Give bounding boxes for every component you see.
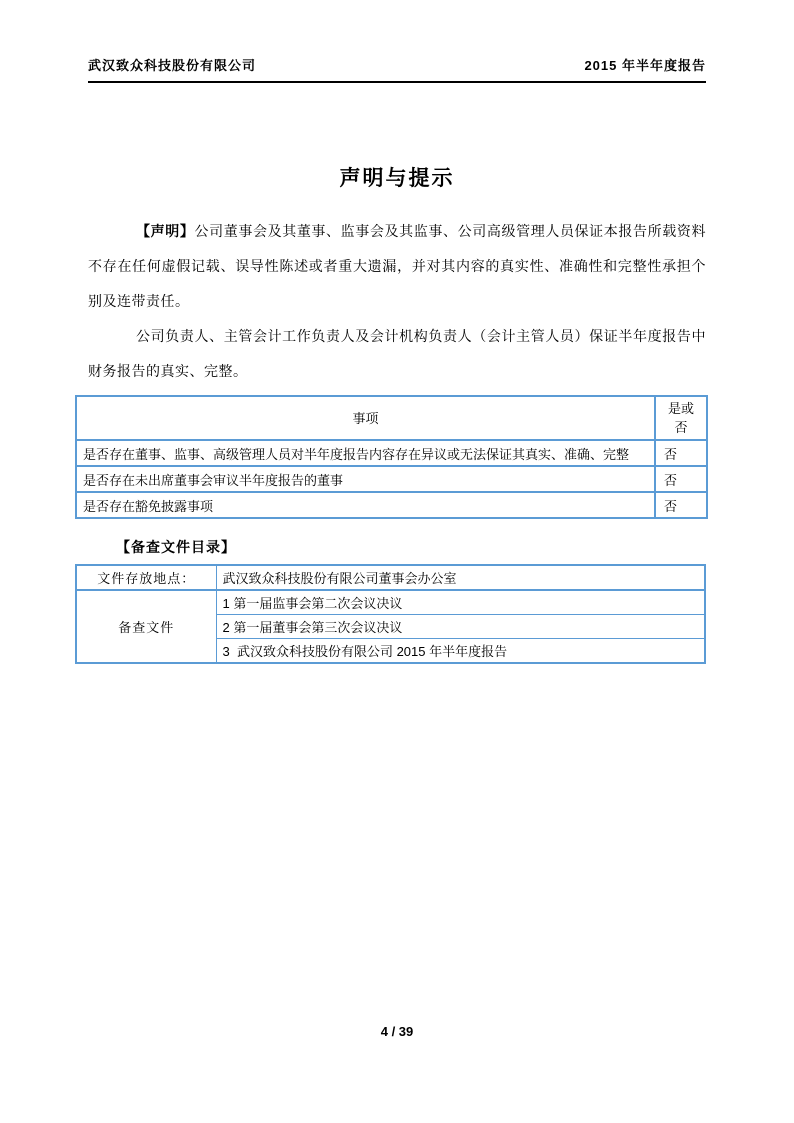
declaration-text: 公司董事会及其董事、监事会及其监事、公司高级管理人员保证本报告所载资料不存在任何虚假记载、误导性陈述或者重大遗漏，并对其内容的真实性、准确性和完整性承担个别及连带责任。 bbox=[88, 223, 707, 309]
matters-row-1-item: 是否存在董事、监事、高级管理人员对半年度报告内容存在异议或无法保证其真实、准确、完整 bbox=[76, 440, 655, 466]
page-number: 4 / 39 bbox=[380, 1024, 414, 1039]
reference-file-3: 3 武汉致众科技股份有限公司 2015 年半年度报告 bbox=[216, 639, 705, 664]
matters-header-yesno: 是或否 bbox=[655, 396, 707, 440]
matters-row-3-answer: 否 bbox=[655, 492, 707, 518]
matters-row-2 bbox=[76, 466, 707, 492]
matters-header-item: 事项 bbox=[76, 396, 655, 440]
reference-location-label: 文件存放地点： bbox=[76, 565, 216, 590]
matters-row-3 bbox=[76, 492, 707, 518]
matters-row-3-item: 是否存在豁免披露事项 bbox=[76, 492, 655, 518]
reference-location-row bbox=[76, 565, 705, 590]
header-company-name: 武汉致众科技股份有限公司 bbox=[88, 58, 257, 73]
reference-file-2: 2 第一届董事会第三次会议决议 bbox=[216, 615, 705, 639]
matters-table-header-row bbox=[76, 396, 707, 440]
page-header bbox=[88, 55, 706, 83]
responsibility-paragraph: 公司负责人、主管会计工作负责人及会计机构负责人（会计主管人员）保证半年度报告中财务报告的真实、完整。 bbox=[88, 328, 706, 379]
header-report-title: 2015 年半年度报告 bbox=[584, 58, 706, 73]
reference-files-table bbox=[75, 564, 706, 664]
declaration-label: 【声明】 bbox=[136, 223, 195, 239]
declaration-paragraph bbox=[88, 214, 706, 319]
reference-location-value: 武汉致众科技股份有限公司董事会办公室 bbox=[216, 565, 705, 590]
matters-row-2-answer: 否 bbox=[655, 466, 707, 492]
reference-file-row-1 bbox=[76, 590, 705, 615]
matters-row-1 bbox=[76, 440, 707, 466]
section-title: 声明与提示 bbox=[339, 167, 455, 190]
matters-row-1-answer: 否 bbox=[655, 440, 707, 466]
declaration-block bbox=[88, 214, 706, 389]
matters-row-2-item: 是否存在未出席董事会审议半年度报告的董事 bbox=[76, 466, 655, 492]
reference-file-1: 1 第一届监事会第二次会议决议 bbox=[216, 590, 705, 615]
page-content bbox=[0, 55, 794, 664]
matters-table bbox=[75, 395, 708, 519]
reference-files-heading: 【备查文件目录】 bbox=[116, 539, 236, 555]
reference-files-label: 备查文件 bbox=[76, 590, 216, 663]
